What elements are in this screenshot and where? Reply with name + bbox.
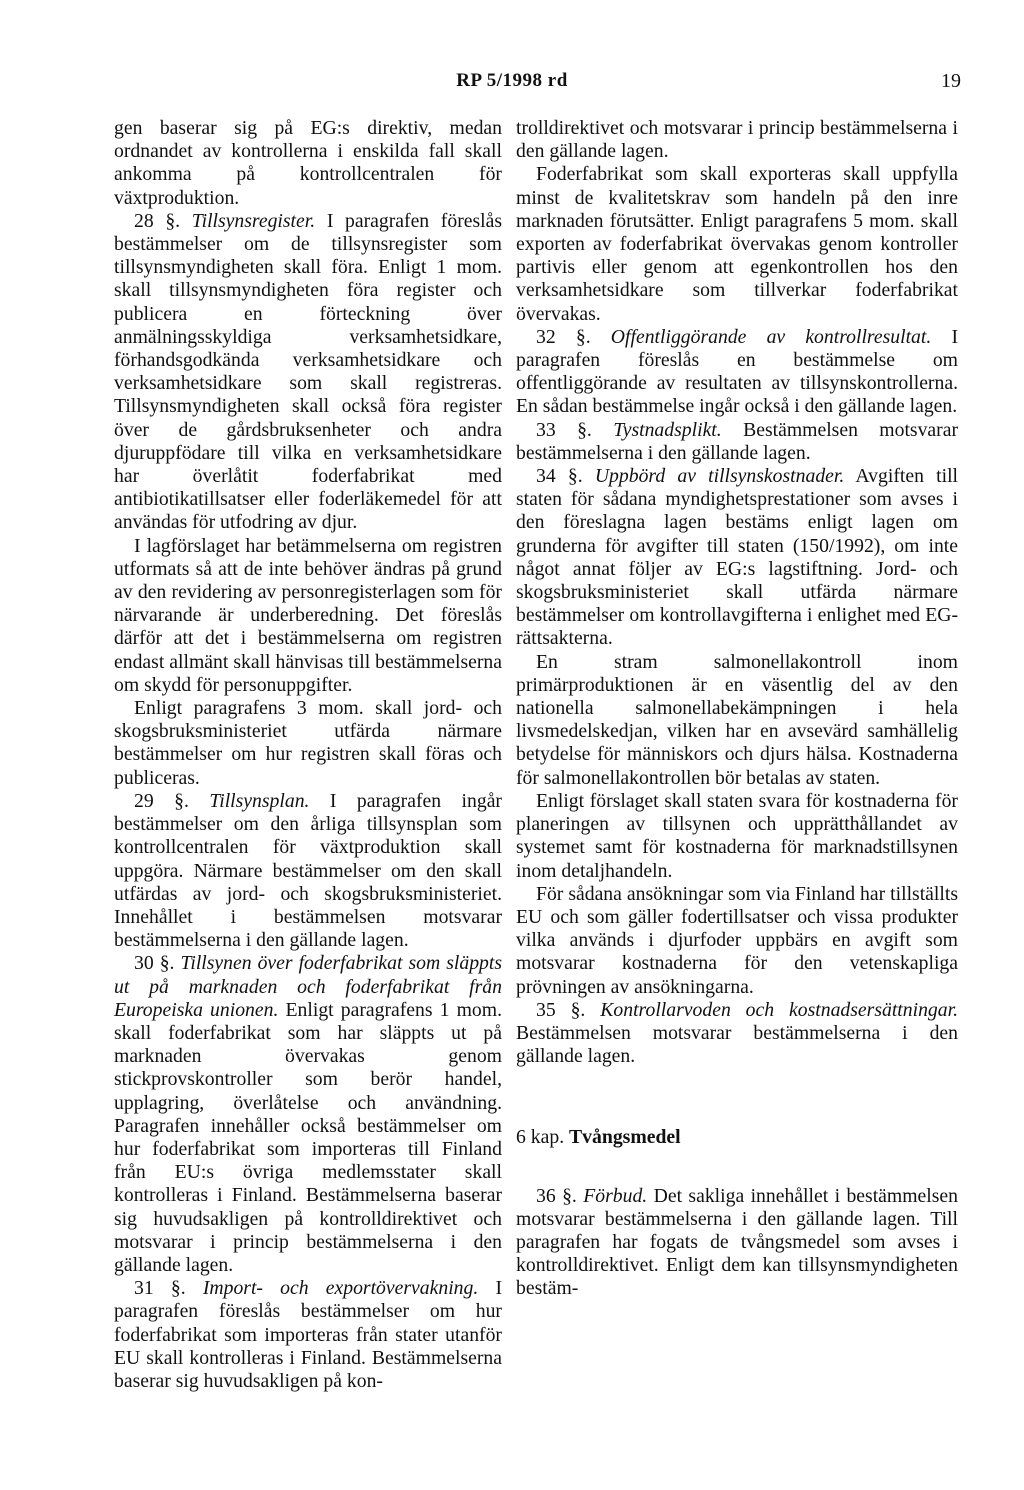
paragraph: Enligt förslaget skall staten svara för kostnaderna för planeringen av tillsynen och upprätthållandet av systemet samt för kostnaderna för marknadstillsynen inom detaljhandeln. <box>516 789 958 882</box>
section-32 <box>516 326 958 419</box>
section-title: Tillsynsregister. <box>191 209 316 232</box>
section-29 <box>114 790 502 952</box>
section-title: Förbud. <box>583 1184 648 1207</box>
page-number: 19 <box>941 70 961 92</box>
section-number: 34 §. <box>536 465 583 488</box>
section-33 <box>516 419 958 465</box>
section-title: Offentliggörande av kontrollresultat. <box>610 325 932 348</box>
section-number: 35 §. <box>536 998 586 1021</box>
section-text: I paragrafen föreslås en bestämmelse om offentliggörande av resultaten av tillsynskontrollerna. En sådan bestämmelse ingår också i den gällande lagen. <box>516 325 959 418</box>
section-text: I paragrafen föreslås bestämmelser om de tillsynsregister som tillsynsmyndigheten skall föra. Enligt 1 mom. skall tillsynsmyndigheten föra register och publicera en förteckning över anmälningsskyldiga verksamhetsidkare, förhandsgodkända verksamhetsidkare och verksamhetsidkare som skall registreras. Tillsynsmyndigheten skall också föra register över de gårdsbruksenheter och andra djuruppfödare till vilka en verksamhetsidkare har överlåtit foderfabrikat med antibiotikatillsatser eller foderläkemedel för att användas för utfodring av djur. <box>114 209 503 534</box>
section-36 <box>516 1185 958 1301</box>
section-text: I paragrafen föreslås bestämmelser om hur foderfabrikat som importeras från stater utanför EU skall kontrolleras i Finland. Bestämmelserna baserar sig huvudsakligen på kon- <box>114 1277 503 1392</box>
section-text: Bestämmelsen motsvarar bestämmelserna i den gällande lagen. <box>516 1021 958 1068</box>
section-34 <box>516 465 958 651</box>
left-column <box>114 117 502 1393</box>
section-text: Avgiften till staten för sådana myndighetsprestationer som avses i den föreslagna lagen bestäms enligt lagen om grunderna för avgifter till staten (150/1992), om inte något annat följer av EG:s lagstiftning. Jord- och skogsbruksministeriet skall utfärda närmare bestämmelser om kontrollavgifterna i enlighet med EG-rättsakterna. <box>516 465 959 650</box>
chapter-heading <box>516 1126 958 1149</box>
section-number: 30 §. <box>134 952 175 975</box>
section-35 <box>516 999 958 1069</box>
section-28 <box>114 210 502 535</box>
paragraph: Foderfabrikat som skall exporteras skall uppfylla minst de kvalitetskrav som handeln på den inre marknaden förutsätter. Enligt paragrafens 5 mom. skall exporten av foderfabrikat övervakas genom kontroller partivis eller genom att egenkontrollen hos den verksamhetsidkare som tillverkar foderfabrikat övervakas. <box>516 163 958 325</box>
paragraph: gen baserar sig på EG:s direktiv, medan ordnandet av kontrollerna i enskilda fall skall ankomma på kontrollcentralen för växtproduktion. <box>114 117 502 209</box>
section-text: I paragrafen ingår bestämmelser om den årliga tillsynsplan som kontrollcentralen för växtproduktion skall uppgöra. Närmare bestämmelser om den skall utfärdas av jord- och skogsbruksministeriet. Innehållet i bestämmelsen motsvarar bestämmelserna i den gällande lagen. <box>114 789 502 952</box>
chapter-title: Tvångsmedel <box>569 1126 681 1149</box>
paragraph: För sådana ansökningar som via Finland har tillställts EU och som gäller fodertillsatser och vissa produkter vilka används i djurfoder uppbärs en avgift som motsvarar kostnaderna för den vetenskapliga prövningen av ansökningarna. <box>516 882 958 998</box>
chapter-number: 6 kap. <box>516 1126 565 1149</box>
section-title: Uppbörd av tillsynskostnader. <box>594 465 845 488</box>
section-number: 32 §. <box>536 325 591 348</box>
section-title: Tillsynen över foderfabrikat som släppts ut på marknaden och foderfabrikat från Europeiska unionen. <box>114 952 503 1021</box>
section-text: Enligt paragrafens 1 mom. skall foderfabrikat som har släppts ut på marknaden övervakas genom stickprovskontroller som berör handel, upplagring, överlåtelse och användning. Paragrafen innehåller också bestämmelser om hur foderfabrikat som importeras till Finland från EU:s övriga medlemsstater skall kontrolleras i Finland. Bestämmelserna baserar sig huvudsakligen på kontrolldirektivet och motsvarar i princip bestämmelserna i den gällande lagen. <box>114 998 502 1276</box>
right-column <box>516 117 958 1301</box>
section-number: 31 §. <box>134 1277 186 1300</box>
section-title: Import- och exportövervakning. <box>202 1277 479 1300</box>
paragraph: I lagförslaget har betämmelserna om registren utformats så att de inte behöver ändras på grund av den revidering av personregisterlagen som för närvarande är underberedning. Det föreslås därför att det i bestämmelserna om registren endast allmänt skall hänvisas till bestämmelserna om skydd för personuppgifter. <box>114 534 502 696</box>
section-title: Tillsynsplan. <box>209 789 310 812</box>
section-number: 28 §. <box>134 209 181 232</box>
document-id: RP 5/1998 rd <box>456 70 568 91</box>
section-31 <box>114 1277 502 1393</box>
section-text: Det sakliga innehållet i bestämmelsen motsvarar bestämmelserna i den gällande lagen. Till paragrafen har fogats de tvångsmedel som avses i kontrolldirektivet. Enligt dem kan tillsynsmyndigheten bestäm- <box>516 1184 958 1300</box>
section-number: 36 §. <box>536 1184 577 1207</box>
section-number: 29 §. <box>134 789 189 812</box>
page-header <box>0 70 1024 100</box>
paragraph: En stram salmonellakontroll inom primärproduktionen är en väsentlig del av den nationella salmonellabekämpningen i hela livsmedelskedjan, vilken har en avsevärd samhällelig betydelse för människors och djurs hälsa. Kostnaderna för salmonellakontrollen bör betalas av staten. <box>516 650 958 789</box>
section-number: 33 §. <box>536 418 592 441</box>
section-30 <box>114 952 502 1277</box>
section-text: Bestämmelsen motsvarar bestämmelserna i den gällande lagen. <box>516 418 959 464</box>
paragraph: Enligt paragrafens 3 mom. skall jord- och skogsbruksministeriet utfärda närmare bestämmelser om hur registren skall föras och publiceras. <box>114 697 502 789</box>
section-title: Kontrollarvoden och kostnadsersättningar. <box>600 998 959 1021</box>
paragraph: trolldirektivet och motsvarar i princip bestämmelserna i den gällande lagen. <box>516 117 958 163</box>
section-title: Tystnadsplikt. <box>613 418 722 441</box>
